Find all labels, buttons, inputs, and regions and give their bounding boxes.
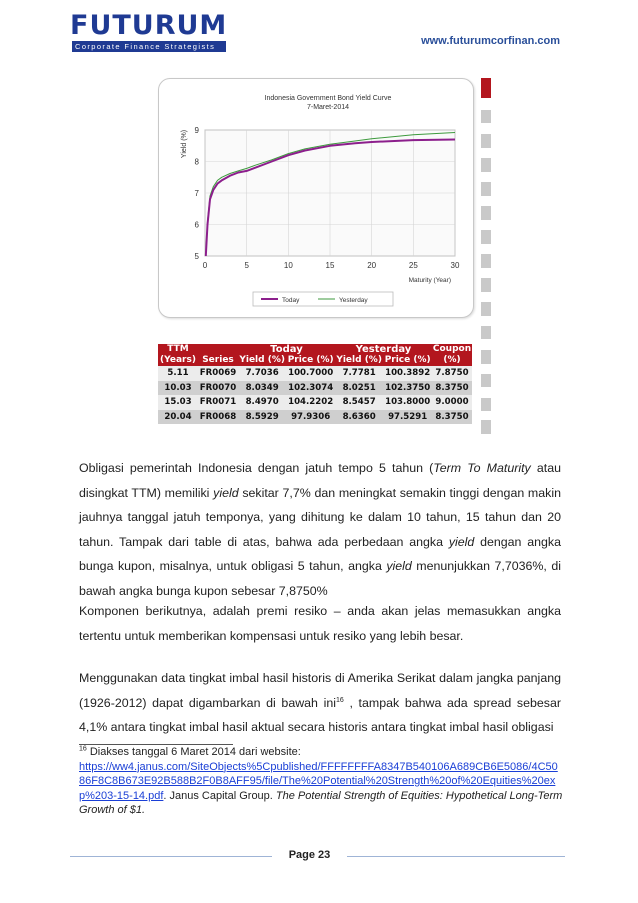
cell-yield-today: 7.7036	[238, 366, 286, 381]
cell-ttm: 15.03	[158, 395, 198, 410]
footer-rule-right	[347, 856, 565, 857]
x-axis-label: Maturity (Year)	[408, 277, 451, 284]
side-stripe	[481, 302, 491, 316]
side-stripe	[481, 326, 491, 339]
side-stripe	[481, 110, 491, 123]
side-stripe	[481, 420, 491, 434]
header-price-today: Price (%)	[287, 355, 334, 365]
x-tick-label: 0	[202, 261, 208, 270]
header-yield-today: Yield (%)	[239, 355, 285, 365]
footnote-link[interactable]: https://ww4.janus.com/SiteObjects%5Cpublished/FFFFFFFFA8347B540106A689CB6E5086/4C5086F8C8B673E92B588B2F0B8AFF95/file/The%20Potential%20Strength%20of%20Equities%20exp%203-15-14.pdf	[79, 760, 558, 802]
cell-price-today: 97.9306	[286, 410, 335, 425]
y-tick-label: 6	[194, 220, 199, 230]
paragraph-historical-returns: Menggunakan data tingkat imbal hasil historis di Amerika Serikat dalam jangka panjang (1926-2012) dapat digambarkan di bawah ini$^{16}$ , tampak bahwa ada spread sebesar 4,1% antara tingkat imbal hasil aktual secara historis antara tingkat imbal hasil obligasi	[79, 671, 561, 735]
cell-coupon: 8.3750	[432, 381, 472, 396]
y-tick-label: 5	[194, 252, 199, 261]
table-row	[158, 366, 472, 381]
footnote: $^{16}$ Diakses tanggal 6 Maret 2014 dari website: https://ww4.janus.com/SiteObjects%5Cpublished/FFFFFFFFA8347B540106A689CB6E5086/4C5086F8C8B673E92B588B2F0B8AFF95/file/The%20Potential%20Strength%20of%20Equities%20exp%203-15-14.pdf. Janus Capital Group. The Potential Strength of Equities: Hypothetical Long-Term Growth of $1.	[79, 745, 563, 817]
y-tick-label: 7	[194, 189, 199, 198]
header-ttm	[158, 344, 198, 366]
y-axis-label: Yield (%)	[181, 129, 188, 159]
cell-yield-yesterday: 8.0251	[335, 381, 383, 396]
cell-coupon: 7.8750	[432, 366, 472, 381]
header-coupon-line2: (%)	[443, 355, 461, 365]
cell-series: FR0069	[198, 366, 238, 381]
side-stripe	[481, 206, 491, 220]
legend-yesterday-label: Yesterday	[339, 297, 368, 304]
cell-price-yesterday: 97.5291	[383, 410, 432, 425]
cell-yield-today: 8.5929	[238, 410, 286, 425]
logo-word: FUTURUM	[70, 10, 228, 41]
table-row	[158, 381, 472, 396]
cell-price-today: 100.7000	[286, 366, 335, 381]
footnote-number: 16	[79, 745, 87, 753]
side-stripe-red	[481, 78, 491, 98]
website-url[interactable]: www.futurumcorfinan.com	[421, 35, 560, 47]
footer-rule-left	[70, 856, 272, 857]
table-row	[158, 410, 472, 425]
yield-curve-chart	[158, 78, 474, 318]
side-stripe	[481, 134, 491, 148]
cell-coupon: 9.0000	[432, 395, 472, 410]
cell-yield-yesterday: 7.7781	[335, 366, 383, 381]
x-tick-label: 5	[244, 261, 249, 270]
paragraph-risk-premium: Komponen berikutnya, adalah premi resiko – anda akan jelas memasukkan angka tertentu untuk memberikan kompensasi untuk resiko yang lebih besar.	[79, 604, 561, 643]
header-series: Series	[198, 344, 238, 366]
cell-ttm: 20.04	[158, 410, 198, 425]
cell-ttm: 10.03	[158, 381, 198, 396]
header-today-group: Today	[238, 344, 335, 355]
chart-grid	[205, 130, 455, 256]
side-stripe	[481, 350, 491, 364]
side-stripe	[481, 374, 491, 387]
x-tick-label: 10	[283, 261, 293, 270]
y-tick-label: 9	[194, 126, 199, 135]
cell-price-yesterday: 100.3892	[383, 366, 432, 381]
header-coupon-line1: Coupon	[432, 344, 472, 354]
cell-ttm: 5.11	[158, 366, 198, 381]
cell-yield-today: 8.0349	[238, 381, 286, 396]
cell-series: FR0070	[198, 381, 238, 396]
cell-yield-yesterday: 8.5457	[335, 395, 383, 410]
header-ttm-line2: (Years)	[160, 355, 196, 365]
futurum-logo	[70, 10, 230, 51]
x-tick-label: 25	[408, 261, 418, 270]
legend-today-label: Today	[282, 297, 300, 304]
header-price-yesterday: Price (%)	[384, 355, 431, 365]
chart-legend	[253, 292, 393, 306]
table-row	[158, 395, 472, 410]
header-coupon	[432, 344, 472, 366]
x-tick-label: 30	[450, 261, 460, 270]
header-yesterday-group: Yesterday	[335, 344, 432, 355]
cell-price-today: 104.2202	[286, 395, 335, 410]
cell-series: FR0068	[198, 410, 238, 425]
side-stripe	[481, 182, 491, 196]
cell-yield-yesterday: 8.6360	[335, 410, 383, 425]
page-number: Page 23	[288, 849, 331, 861]
side-stripe	[481, 254, 491, 268]
cell-price-yesterday: 103.8000	[383, 395, 432, 410]
chart-subtitle: 7-Maret-2014	[306, 104, 350, 111]
bond-yield-table	[158, 344, 472, 424]
x-tick-label: 15	[325, 261, 335, 270]
cell-price-yesterday: 102.3750	[383, 381, 432, 396]
chart-title: Indonesia Government Bond Yield Curve	[264, 95, 392, 102]
x-tick-label: 20	[367, 261, 377, 270]
logo-tagline: Corporate Finance Strategists	[72, 41, 226, 52]
cell-price-today: 102.3074	[286, 381, 335, 396]
header-yield-yesterday: Yield (%)	[336, 355, 382, 365]
cell-series: FR0071	[198, 395, 238, 410]
footnote-ref[interactable]: 16	[336, 696, 344, 704]
side-stripe	[481, 398, 491, 411]
side-stripe	[481, 278, 491, 292]
footnote-source-title: The Potential Strength of Equities: Hypothetical Long-Term Growth of $1.	[79, 789, 563, 817]
paragraph-bond-yield: Obligasi pemerintah Indonesia dengan jatuh tempo 5 tahun (Term To Maturity atau disingkat TTM) memiliki yield sekitar 7,7% dan meningkat semakin tinggi dengan makin jauhnya tanggal jatuh temponya, yang dihitung ke dalam 10 tahun, 15 tahun dan 20 tahun. Tampak dari table di atas, bahwa ada perbedaan angka yield dengan angka bunga kupon, misalnya, untuk obligasi 5 tahun, angka yield menunjukkan 7,7036%, di bawah angka bunga kupon sebesar 7,8750%	[79, 461, 561, 598]
cell-coupon: 8.3750	[432, 410, 472, 425]
table-header-row	[158, 344, 472, 355]
side-stripe	[481, 158, 491, 172]
cell-yield-today: 8.4970	[238, 395, 286, 410]
y-tick-label: 8	[194, 157, 199, 167]
header-ttm-line1: TTM	[167, 344, 189, 354]
side-stripe	[481, 230, 491, 244]
